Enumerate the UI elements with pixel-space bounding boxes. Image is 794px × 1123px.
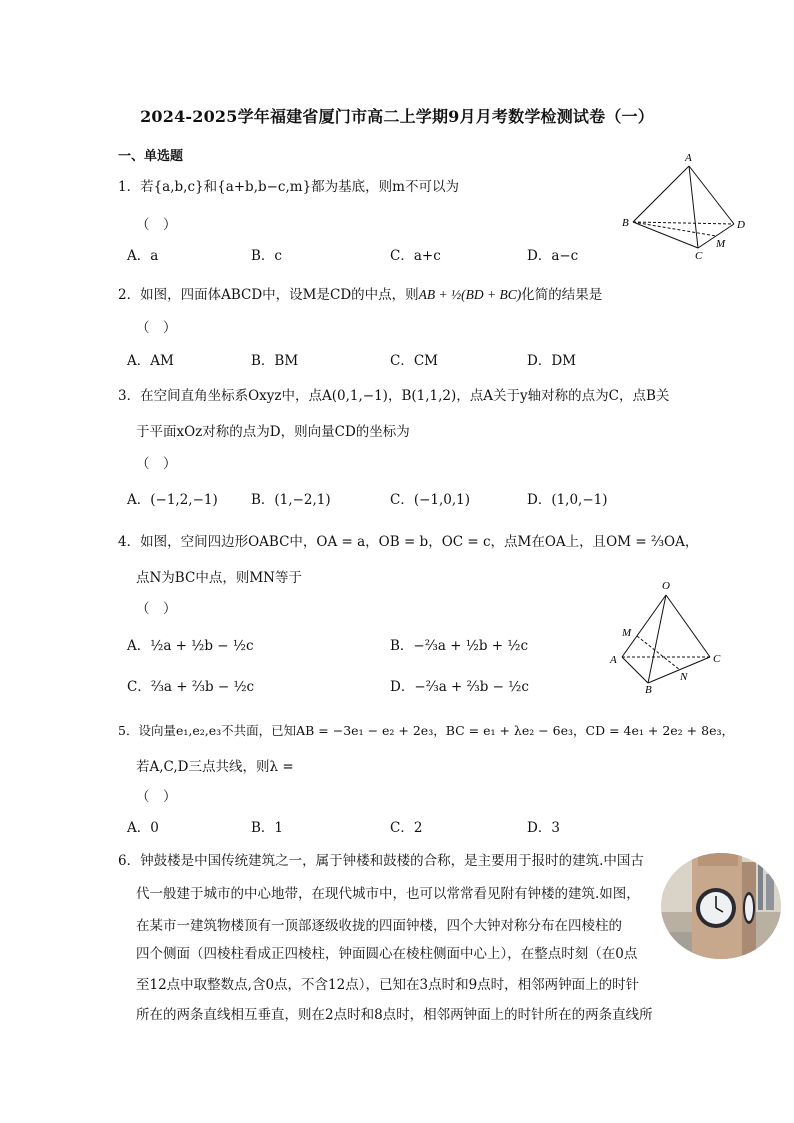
question-5-option-c: C．2 xyxy=(390,820,423,836)
question-5-option-a: A．0 xyxy=(127,820,159,836)
space-quadrilateral-oabc-figure xyxy=(600,575,735,697)
section-heading: 一、单选题 xyxy=(118,149,184,164)
question-6-line-4: 四个侧面（四棱柱看成正四棱柱，钟面圆心在棱柱侧面中心上），在整点时刻（在0点 xyxy=(136,946,638,962)
clock-tower-photo xyxy=(660,852,782,960)
question-1-option-d: D．a−c xyxy=(527,248,579,264)
question-3-option-d: D．(1,0,−1) xyxy=(527,492,608,508)
question-4-answer-paren: （ ） xyxy=(136,601,177,617)
label-o: O xyxy=(662,580,670,592)
question-4-option-b: B．−⅔a + ½b + ½c xyxy=(390,638,529,654)
question-2-text xyxy=(118,286,602,304)
question-2-option-a: A．AM xyxy=(127,353,174,369)
label-c: C xyxy=(713,653,721,665)
question-2-text-after: 化简的结果是 xyxy=(521,287,603,303)
question-3-answer-paren: （ ） xyxy=(136,456,177,472)
question-2-option-b: B．BM xyxy=(251,353,299,369)
question-6-line-3: 在某市一建筑物楼顶有一顶部逐级收拢的四面钟楼，四个大钟对称分布在四棱柱的 xyxy=(136,918,622,934)
question-2-option-c: C．CM xyxy=(390,353,438,369)
question-1-option-a: A．a xyxy=(127,248,159,264)
question-2-option-d: D．DM xyxy=(527,353,576,369)
tetrahedron-abcd-figure xyxy=(618,150,748,262)
question-5-line-2: 若A,C,D三点共线，则λ = xyxy=(136,759,294,775)
question-3-line-1: 3．在空间直角坐标系Oxyz中，点A(0,1,−1)，B(1,1,2)，点A关于y轴对称的点为C，点B关 xyxy=(118,388,670,404)
question-6-line-5: 至12点中取整数点,含0点，不含12点），已知在3点时和9点时，相邻两钟面上的时针 xyxy=(136,977,640,993)
question-1-text: 1．若{a,b,c}和{a+b,b−c,m}都为基底，则m不可以为 xyxy=(118,179,459,195)
label-m: M xyxy=(622,627,632,639)
question-2-answer-paren: （ ） xyxy=(136,320,177,336)
question-3-option-b: B．(1,−2,1) xyxy=(251,492,331,508)
question-6-line-6: 所在的两条直线相互垂直，则在2点时和8点时，相邻两钟面上的时针所在的两条直线所 xyxy=(136,1007,653,1023)
question-4-line-2: 点N为BC中点，则MN等于 xyxy=(136,570,302,586)
question-2-expression: AB + ½(BD + BC) xyxy=(418,287,522,302)
question-6-line-1: 6．钟鼓楼是中国传统建筑之一，属于钟楼和鼓楼的合称，是主要用于报时的建筑.中国古 xyxy=(118,853,644,869)
page-title: 2024-2025学年福建省厦门市高二上学期9月月考数学检测试卷（一） xyxy=(140,107,654,126)
label-a: A xyxy=(610,654,617,666)
label-b: B xyxy=(622,217,629,229)
label-d: D xyxy=(737,219,745,231)
question-3-line-2: 于平面xOz对称的点为D，则向量CD的坐标为 xyxy=(136,424,410,440)
question-5-answer-paren: （ ） xyxy=(136,789,177,805)
question-1-option-c: C．a+c xyxy=(390,248,441,264)
question-4-option-a: A．½a + ½b − ½c xyxy=(127,638,254,654)
question-4-option-d: D．−⅔a + ⅔b − ½c xyxy=(390,679,529,695)
question-4-line-1: 4．如图，空间四边形OABC中，OA = a，OB = b，OC = c，点M在OA上，且OM = ⅔OA， xyxy=(118,534,699,550)
question-6-line-2: 代一般建于城市的中心地带，在现代城市中，也可以常常看见附有钟楼的建筑.如图， xyxy=(136,886,640,902)
question-4-option-c: C．⅔a + ⅔b − ½c xyxy=(127,679,255,695)
question-2-text-before: 2．如图，四面体ABCD中，设M是CD的中点，则 xyxy=(118,287,419,303)
label-a: A xyxy=(685,152,692,164)
question-1-option-b: B．c xyxy=(251,248,282,264)
label-m: M xyxy=(716,238,726,250)
label-c: C xyxy=(695,250,703,262)
question-5-option-d: D．3 xyxy=(527,820,560,836)
label-n: N xyxy=(680,671,688,683)
question-3-option-a: A．(−1,2,−1) xyxy=(127,492,218,508)
question-1-answer-paren: （ ） xyxy=(136,217,177,233)
question-3-option-c: C．(−1,0,1) xyxy=(390,492,471,508)
question-5-option-b: B．1 xyxy=(251,820,284,836)
label-b: B xyxy=(645,684,652,696)
question-5-line-1: 5．设向量e₁,e₂,e₃不共面，已知AB = −3e₁ − e₂ + 2e₃，BC = e₁ + λe₂ − 6e₃，CD = 4e₁ + 2e₂ + 8e₃， xyxy=(118,723,734,738)
